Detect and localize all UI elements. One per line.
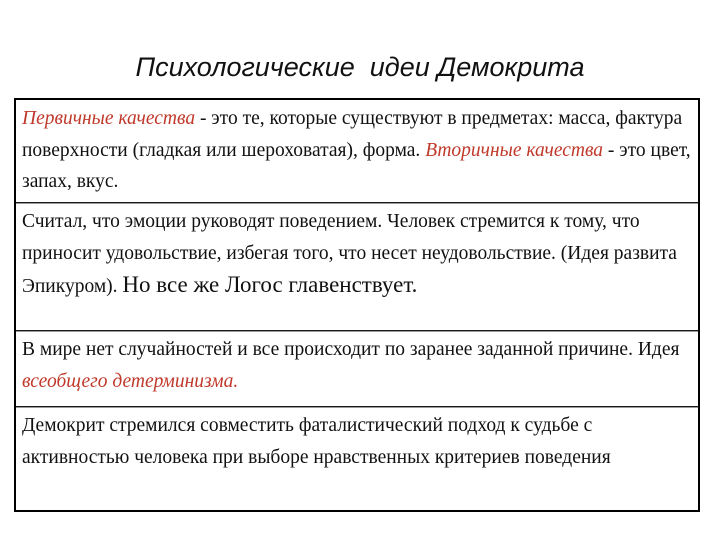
- emotions-text: Считал, что эмоции руководят поведением. Человек стремится к тому, что приносит удовольствие, избегая того, что несет неудовольствие. (Идея развита Эпикуром).: [22, 211, 677, 297]
- fatalism-text: Демокрит стремился совместить фаталистический подход к судьбе с активностью человека при выборе нравственных критериев поведения: [22, 415, 611, 468]
- determinism-term: всеобщего детерминизма.: [22, 370, 239, 392]
- logos-text: Но все же Логос главенствует.: [122, 272, 418, 297]
- secondary-qualities-term: Вторичные качества: [425, 139, 604, 161]
- determinism-text: В мире нет случайностей и все происходит по заранее заданной причине. Идея: [22, 339, 680, 360]
- table-row-determinism: [16, 331, 698, 407]
- primary-qualities-text: - это те, которые существуют в предметах: масса, фактура поверхности (гладкая или шероховатая), форма.: [22, 108, 683, 161]
- table-row-emotions: [16, 203, 698, 331]
- table-row-fatalism: [16, 407, 698, 510]
- table-row-qualities: [16, 100, 698, 203]
- page-title: Психологические идеи Демокрита: [135, 52, 585, 82]
- content-table: [14, 98, 700, 512]
- secondary-qualities-text: - это цвет, запах, вкус.: [22, 139, 691, 192]
- primary-qualities-term: Первичные качества: [22, 108, 196, 129]
